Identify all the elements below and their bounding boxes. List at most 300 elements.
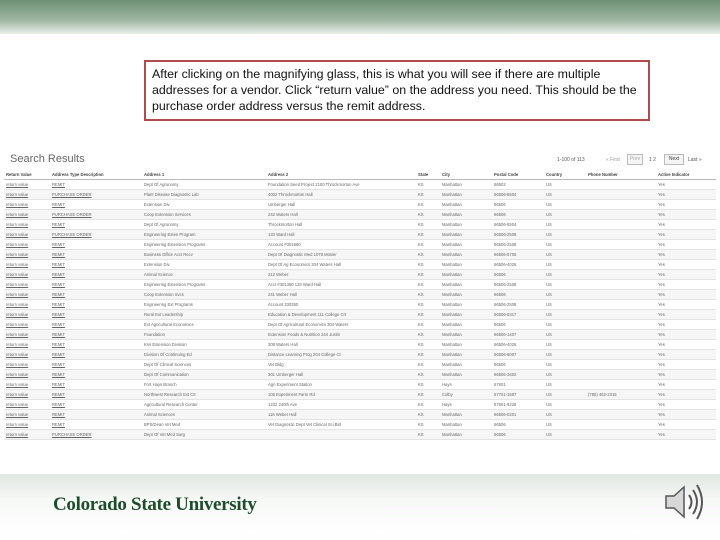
- col-return-value-cell[interactable]: return value: [4, 220, 50, 230]
- col-postal-code-cell: 66506: [492, 210, 544, 220]
- col-address-type-cell[interactable]: PURCHASE ORDER: [50, 190, 142, 200]
- col-phone-cell: [586, 330, 656, 340]
- col-address-1-cell: Dept Of Agronomy: [142, 220, 266, 230]
- col-city-cell: Manhattan: [440, 320, 492, 330]
- col-address-2-cell: 1232 240th Ave: [266, 400, 416, 410]
- col-active-cell: Yes: [656, 180, 716, 190]
- col-postal-code-cell: 67601: [492, 380, 544, 390]
- col-return-value-cell[interactable]: return value: [4, 410, 50, 420]
- col-state-cell: KS: [416, 230, 440, 240]
- col-phone-cell: [586, 230, 656, 240]
- col-postal-code-cell: 66506: [492, 200, 544, 210]
- col-address-2-cell: Throckmorton Hall: [266, 220, 416, 230]
- table-row: [4, 390, 716, 400]
- col-active-cell: Yes: [656, 350, 716, 360]
- col-return-value-cell[interactable]: return value: [4, 400, 50, 410]
- col-postal-code-cell: 66506-2508: [492, 280, 544, 290]
- col-address-type-cell[interactable]: PURCHASE ORDER: [50, 230, 142, 240]
- col-phone-cell: [586, 380, 656, 390]
- col-postal-code-cell: 66506: [492, 360, 544, 370]
- col-return-value-cell[interactable]: return value: [4, 310, 50, 320]
- col-country-cell: US: [544, 300, 586, 310]
- col-state-cell: KS: [416, 380, 440, 390]
- col-address-type-cell[interactable]: REMIT: [50, 410, 142, 420]
- col-active-cell: Yes: [656, 340, 716, 350]
- col-address-type-cell[interactable]: REMIT: [50, 380, 142, 390]
- col-postal-code-cell: 66506-2508: [492, 230, 544, 240]
- col-address-type-header[interactable]: Address Type Description: [50, 170, 142, 180]
- table-row: [4, 200, 716, 210]
- col-postal-code-cell: 66506: [492, 270, 544, 280]
- col-country-cell: US: [544, 190, 586, 200]
- col-address-2-cell: Agri Experiment Station: [266, 380, 416, 390]
- col-address-type-cell[interactable]: REMIT: [50, 270, 142, 280]
- col-postal-code-cell: 66506-5705: [492, 250, 544, 260]
- col-address-1-cell: Dept Of Clinical Sciences: [142, 360, 266, 370]
- col-phone-cell: [586, 200, 656, 210]
- col-active-cell: Yes: [656, 390, 716, 400]
- col-address-type-cell[interactable]: REMIT: [50, 390, 142, 400]
- col-country-cell: US: [544, 220, 586, 230]
- col-phone-cell: [586, 190, 656, 200]
- last-page-link[interactable]: Last »: [688, 157, 702, 163]
- col-address-2-cell: Dept Of Diagnostic Med 1078 Mosier: [266, 250, 416, 260]
- col-phone-cell: [586, 180, 656, 190]
- col-active-cell: Yes: [656, 300, 716, 310]
- col-return-value-cell[interactable]: return value: [4, 300, 50, 310]
- col-phone-header[interactable]: Phone Number: [586, 170, 656, 180]
- col-active-cell: Yes: [656, 280, 716, 290]
- col-address-type-cell[interactable]: REMIT: [50, 260, 142, 270]
- col-city-cell: Manhattan: [440, 430, 492, 440]
- col-address-type-cell[interactable]: REMIT: [50, 220, 142, 230]
- col-postal-code-cell: 66506-4026: [492, 340, 544, 350]
- col-state-cell: KS: [416, 410, 440, 420]
- table-row: [4, 260, 716, 270]
- col-address-type-cell[interactable]: REMIT: [50, 200, 142, 210]
- col-country-cell: US: [544, 240, 586, 250]
- col-postal-code-cell: 66506: [492, 320, 544, 330]
- col-return-value-cell[interactable]: return value: [4, 210, 50, 220]
- col-city-cell: Colby: [440, 390, 492, 400]
- table-row: [4, 220, 716, 230]
- col-return-value-cell[interactable]: return value: [4, 180, 50, 190]
- col-return-value-cell[interactable]: return value: [4, 230, 50, 240]
- results-range: 1-100 of 113: [557, 157, 585, 163]
- instruction-callout: [144, 60, 650, 121]
- col-phone-cell: [586, 320, 656, 330]
- col-phone-cell: [586, 340, 656, 350]
- col-phone-cell: [586, 300, 656, 310]
- table-row: [4, 250, 716, 260]
- col-city-cell: Manhattan: [440, 410, 492, 420]
- col-address-1-cell: Engineering Ext Programs: [142, 300, 266, 310]
- col-address-2-cell: Acct #301350 133 Ward Hall: [266, 280, 416, 290]
- col-city-cell: Manhattan: [440, 240, 492, 250]
- col-address-2-cell: Distance Learning Prog 204 College Ct: [266, 350, 416, 360]
- col-phone-cell: [586, 420, 656, 430]
- col-state-cell: KS: [416, 310, 440, 320]
- col-country-cell: US: [544, 400, 586, 410]
- col-state-cell: KS: [416, 430, 440, 440]
- table-row: [4, 350, 716, 360]
- table-row: [4, 340, 716, 350]
- col-active-cell: Yes: [656, 420, 716, 430]
- col-address-1-cell: Northwest Research Ext Ctr: [142, 390, 266, 400]
- col-address-2-cell: Dept Of Ag Economics 304 Waters Hall: [266, 260, 416, 270]
- col-phone-cell: (785) 462-2315: [586, 390, 656, 400]
- col-postal-code-cell: 66502: [492, 180, 544, 190]
- col-active-cell: Yes: [656, 260, 716, 270]
- col-return-value-cell[interactable]: return value: [4, 380, 50, 390]
- col-state-cell: KS: [416, 330, 440, 340]
- col-address-2-cell: 105 Experiment Farm Rd: [266, 390, 416, 400]
- table-row: [4, 410, 716, 420]
- col-city-cell: Manhattan: [440, 420, 492, 430]
- col-state-cell: KS: [416, 250, 440, 260]
- col-state-header[interactable]: State: [416, 170, 440, 180]
- col-address-1-cell: BPS/Dean Vet Med: [142, 420, 266, 430]
- col-country-cell: US: [544, 410, 586, 420]
- col-address-type-cell[interactable]: REMIT: [50, 340, 142, 350]
- table-row: [4, 420, 716, 430]
- col-state-cell: KS: [416, 350, 440, 360]
- table-header-row: [4, 170, 716, 180]
- col-country-cell: US: [544, 270, 586, 280]
- col-active-header[interactable]: Active Indicator: [656, 170, 716, 180]
- col-city-cell: Manhattan: [440, 340, 492, 350]
- col-return-value-cell[interactable]: return value: [4, 430, 50, 440]
- col-address-2-cell: 4002 Throckmorton Hall: [266, 190, 416, 200]
- col-country-cell: US: [544, 350, 586, 360]
- col-active-cell: Yes: [656, 200, 716, 210]
- col-city-cell: Manhattan: [440, 370, 492, 380]
- first-page-link[interactable]: « First: [606, 157, 620, 163]
- col-active-cell: Yes: [656, 210, 716, 220]
- col-address-1-cell: Extension Div: [142, 200, 266, 210]
- table-row: [4, 190, 716, 200]
- col-state-cell: KS: [416, 390, 440, 400]
- col-state-cell: KS: [416, 180, 440, 190]
- col-postal-code-cell: 66506-5504: [492, 220, 544, 230]
- col-country-cell: US: [544, 260, 586, 270]
- col-address-2-cell: 308 Waters Hall: [266, 340, 416, 350]
- col-phone-cell: [586, 360, 656, 370]
- slide-header-bar: [0, 0, 720, 34]
- col-address-2-cell: [266, 430, 416, 440]
- col-address-type-cell[interactable]: REMIT: [50, 320, 142, 330]
- col-return-value-cell[interactable]: return value: [4, 390, 50, 400]
- col-country-cell: US: [544, 360, 586, 370]
- col-address-2-cell: Vet Bldg: [266, 360, 416, 370]
- col-address-1-cell: Coop Extension Svcs: [142, 290, 266, 300]
- table-row: [4, 280, 716, 290]
- col-city-cell: Manhattan: [440, 220, 492, 230]
- col-postal-code-cell: 66506-5317: [492, 310, 544, 320]
- prev-page-button[interactable]: Prev: [627, 154, 643, 165]
- col-return-value-cell[interactable]: return value: [4, 350, 50, 360]
- col-postal-code-cell: 67701-1697: [492, 390, 544, 400]
- col-address-type-cell[interactable]: REMIT: [50, 280, 142, 290]
- col-address-type-cell[interactable]: REMIT: [50, 300, 142, 310]
- col-address-1-cell: Animal Sciences: [142, 410, 266, 420]
- col-city-cell: Manhattan: [440, 260, 492, 270]
- col-postal-code-cell: 66506-5504: [492, 190, 544, 200]
- col-address-2-cell: Extension Foods & Nutrition 244 Justin: [266, 330, 416, 340]
- col-state-cell: KS: [416, 360, 440, 370]
- col-address-1-cell: Engineering Extension Programs: [142, 280, 266, 290]
- col-state-cell: KS: [416, 190, 440, 200]
- col-postal-code-cell: 66506: [492, 420, 544, 430]
- col-address-type-cell[interactable]: REMIT: [50, 350, 142, 360]
- col-city-cell: Manhattan: [440, 210, 492, 220]
- col-city-cell: Manhattan: [440, 280, 492, 290]
- col-address-2-cell: 212 Weber: [266, 270, 416, 280]
- col-country-cell: US: [544, 310, 586, 320]
- col-active-cell: Yes: [656, 250, 716, 260]
- col-postal-code-cell: 67601-9228: [492, 400, 544, 410]
- col-active-cell: Yes: [656, 430, 716, 440]
- col-address-1-cell: Engineering Extension Programs: [142, 240, 266, 250]
- col-address-1-header[interactable]: Address 1: [142, 170, 266, 180]
- col-country-cell: US: [544, 370, 586, 380]
- col-country-cell: US: [544, 420, 586, 430]
- col-country-cell: US: [544, 180, 586, 190]
- col-return-value-cell[interactable]: return value: [4, 360, 50, 370]
- table-row: [4, 290, 716, 300]
- col-state-cell: KS: [416, 200, 440, 210]
- col-address-2-header[interactable]: Address 2: [266, 170, 416, 180]
- col-address-2-cell: 241 Weber Hall: [266, 290, 416, 300]
- col-state-cell: KS: [416, 220, 440, 230]
- col-return-value-cell[interactable]: return value: [4, 330, 50, 340]
- col-city-cell: Manhattan: [440, 290, 492, 300]
- col-active-cell: Yes: [656, 230, 716, 240]
- col-address-1-cell: Extension Div: [142, 260, 266, 270]
- col-phone-cell: [586, 400, 656, 410]
- col-state-cell: KS: [416, 280, 440, 290]
- col-postal-code-cell: 66506-3402: [492, 370, 544, 380]
- col-active-cell: Yes: [656, 270, 716, 280]
- search-results-screenshot: [0, 140, 720, 462]
- col-postal-code-cell: 66506: [492, 430, 544, 440]
- col-postal-code-cell: 66506-4026: [492, 260, 544, 270]
- col-city-header[interactable]: City: [440, 170, 492, 180]
- col-city-cell: Manhattan: [440, 200, 492, 210]
- col-country-cell: US: [544, 290, 586, 300]
- col-phone-cell: [586, 430, 656, 440]
- col-address-2-cell: Education & Development 111 College Crt: [266, 310, 416, 320]
- col-active-cell: Yes: [656, 360, 716, 370]
- col-address-1-cell: Division Of Continuing Ed: [142, 350, 266, 360]
- col-address-2-cell: 116 Weber Hall: [266, 410, 416, 420]
- col-return-value-cell[interactable]: return value: [4, 250, 50, 260]
- col-city-cell: Hays: [440, 380, 492, 390]
- table-row: [4, 430, 716, 440]
- col-address-type-cell[interactable]: REMIT: [50, 400, 142, 410]
- col-postal-code-cell: 66506: [492, 290, 544, 300]
- col-return-value-cell[interactable]: return value: [4, 270, 50, 280]
- col-state-cell: KS: [416, 260, 440, 270]
- col-postal-code-header[interactable]: Postal Code: [492, 170, 544, 180]
- col-phone-cell: [586, 220, 656, 230]
- col-postal-code-cell: 66506-6007: [492, 350, 544, 360]
- col-address-1-cell: Plant Disease Diagnostic Lab: [142, 190, 266, 200]
- col-return-value-cell[interactable]: return value: [4, 320, 50, 330]
- col-active-cell: Yes: [656, 310, 716, 320]
- col-address-1-cell: Engineering Exten Program: [142, 230, 266, 240]
- col-address-2-cell: Umberger Hall: [266, 200, 416, 210]
- col-return-value-cell[interactable]: return value: [4, 260, 50, 270]
- col-city-cell: Manhattan: [440, 190, 492, 200]
- col-phone-cell: [586, 260, 656, 270]
- col-country-cell: US: [544, 280, 586, 290]
- col-address-2-cell: Dept Of Agricultural Economics 304 Waters: [266, 320, 416, 330]
- col-country-cell: US: [544, 200, 586, 210]
- table-row: [4, 300, 716, 310]
- col-country-cell: US: [544, 380, 586, 390]
- page-numbers[interactable]: 1 2: [649, 157, 656, 163]
- table-row: [4, 270, 716, 280]
- next-page-button[interactable]: Next: [664, 154, 684, 165]
- col-address-type-cell[interactable]: REMIT: [50, 330, 142, 340]
- col-address-type-cell[interactable]: REMIT: [50, 290, 142, 300]
- col-phone-cell: [586, 270, 656, 280]
- col-address-type-cell[interactable]: REMIT: [50, 420, 142, 430]
- col-postal-code-cell: 66506-2508: [492, 300, 544, 310]
- col-address-1-cell: Animal Science: [142, 270, 266, 280]
- col-city-cell: Manhattan: [440, 270, 492, 280]
- table-row: [4, 180, 716, 190]
- col-city-cell: Manhattan: [440, 300, 492, 310]
- col-phone-cell: [586, 350, 656, 360]
- col-country-cell: US: [544, 390, 586, 400]
- col-active-cell: Yes: [656, 320, 716, 330]
- col-return-value-cell[interactable]: return value: [4, 280, 50, 290]
- col-address-1-cell: Agricultural Research Center: [142, 400, 266, 410]
- col-country-cell: US: [544, 210, 586, 220]
- table-row: [4, 370, 716, 380]
- col-active-cell: Yes: [656, 240, 716, 250]
- col-address-type-cell[interactable]: PURCHASE ORDER: [50, 210, 142, 220]
- col-return-value-cell[interactable]: return value: [4, 290, 50, 300]
- col-postal-code-cell: 66506-1407: [492, 330, 544, 340]
- col-state-cell: KS: [416, 300, 440, 310]
- col-state-cell: KS: [416, 240, 440, 250]
- col-state-cell: KS: [416, 210, 440, 220]
- col-phone-cell: [586, 370, 656, 380]
- col-phone-cell: [586, 410, 656, 420]
- col-country-cell: US: [544, 250, 586, 260]
- col-country-cell: US: [544, 230, 586, 240]
- col-address-2-cell: 301 Umberger Hall: [266, 370, 416, 380]
- table-row: [4, 240, 716, 250]
- col-return-value-cell[interactable]: return value: [4, 190, 50, 200]
- col-address-type-cell[interactable]: REMIT: [50, 250, 142, 260]
- table-row: [4, 380, 716, 390]
- col-phone-cell: [586, 280, 656, 290]
- col-address-1-cell: Dept Of Communication: [142, 370, 266, 380]
- col-state-cell: KS: [416, 290, 440, 300]
- col-phone-cell: [586, 290, 656, 300]
- col-address-type-cell[interactable]: REMIT: [50, 240, 142, 250]
- col-state-cell: KS: [416, 340, 440, 350]
- table-row: [4, 210, 716, 220]
- col-country-cell: US: [544, 340, 586, 350]
- col-address-2-cell: Vet Diagnostic Dept Vet Clinical Sci Bld: [266, 420, 416, 430]
- col-active-cell: Yes: [656, 220, 716, 230]
- col-city-cell: Hays: [440, 400, 492, 410]
- col-country-cell: US: [544, 330, 586, 340]
- col-return-value-cell[interactable]: return value: [4, 240, 50, 250]
- col-state-cell: KS: [416, 400, 440, 410]
- col-address-1-cell: Rural Ext Leadership: [142, 310, 266, 320]
- results-table: [4, 170, 716, 440]
- col-city-cell: Manhattan: [440, 310, 492, 320]
- col-city-cell: Manhattan: [440, 360, 492, 370]
- instruction-text: After clicking on the magnifying glass, this is what you will see if there are multiple addresses for a vendor. Click “return value” on the address you need. This should be the purchase order address versus the remit address.: [152, 67, 637, 114]
- col-address-type-cell[interactable]: REMIT: [50, 180, 142, 190]
- col-return-value-cell[interactable]: return value: [4, 340, 50, 350]
- speaker-icon[interactable]: [658, 478, 706, 526]
- table-row: [4, 230, 716, 240]
- col-address-2-cell: Account 330350: [266, 300, 416, 310]
- col-phone-cell: [586, 210, 656, 220]
- col-phone-cell: [586, 250, 656, 260]
- col-state-cell: KS: [416, 420, 440, 430]
- col-phone-cell: [586, 310, 656, 320]
- col-address-type-cell[interactable]: REMIT: [50, 360, 142, 370]
- col-country-cell: US: [544, 320, 586, 330]
- col-address-1-cell: Coop Extension Services: [142, 210, 266, 220]
- col-active-cell: Yes: [656, 190, 716, 200]
- col-address-type-cell[interactable]: REMIT: [50, 370, 142, 380]
- col-city-cell: Manhattan: [440, 230, 492, 240]
- col-return-value-cell[interactable]: return value: [4, 420, 50, 430]
- col-city-cell: Manhattan: [440, 350, 492, 360]
- col-address-type-cell[interactable]: PURCHASE ORDER: [50, 430, 142, 440]
- col-address-1-cell: Dept Of Agronomy: [142, 180, 266, 190]
- col-address-2-cell: Account #301660: [266, 240, 416, 250]
- col-active-cell: Yes: [656, 370, 716, 380]
- col-active-cell: Yes: [656, 400, 716, 410]
- col-state-cell: KS: [416, 370, 440, 380]
- col-address-1-cell: Fort Hays Branch: [142, 380, 266, 390]
- col-return-value-cell[interactable]: return value: [4, 200, 50, 210]
- table-row: [4, 320, 716, 330]
- col-address-1-cell: Kns Extension Division: [142, 340, 266, 350]
- search-results-title: Search Results: [10, 153, 85, 165]
- col-address-2-cell: 133 Ward Hall: [266, 230, 416, 240]
- table-row: [4, 360, 716, 370]
- table-row: [4, 310, 716, 320]
- col-address-2-cell: 242 Waters Hall: [266, 210, 416, 220]
- col-state-cell: KS: [416, 320, 440, 330]
- table-row: [4, 400, 716, 410]
- col-address-1-cell: Business Office Acct Recv: [142, 250, 266, 260]
- col-address-type-cell[interactable]: REMIT: [50, 310, 142, 320]
- col-country-header[interactable]: Country: [544, 170, 586, 180]
- table-row: [4, 330, 716, 340]
- col-return-value-header[interactable]: Return Value: [4, 170, 50, 180]
- col-active-cell: Yes: [656, 410, 716, 420]
- col-state-cell: KS: [416, 270, 440, 280]
- col-address-1-cell: Ext Agricultural Economics: [142, 320, 266, 330]
- col-active-cell: Yes: [656, 380, 716, 390]
- col-return-value-cell[interactable]: return value: [4, 370, 50, 380]
- col-address-2-cell: Foundation Seed Project 2100 Throckmorton Ave: [266, 180, 416, 190]
- col-city-cell: Manhattan: [440, 180, 492, 190]
